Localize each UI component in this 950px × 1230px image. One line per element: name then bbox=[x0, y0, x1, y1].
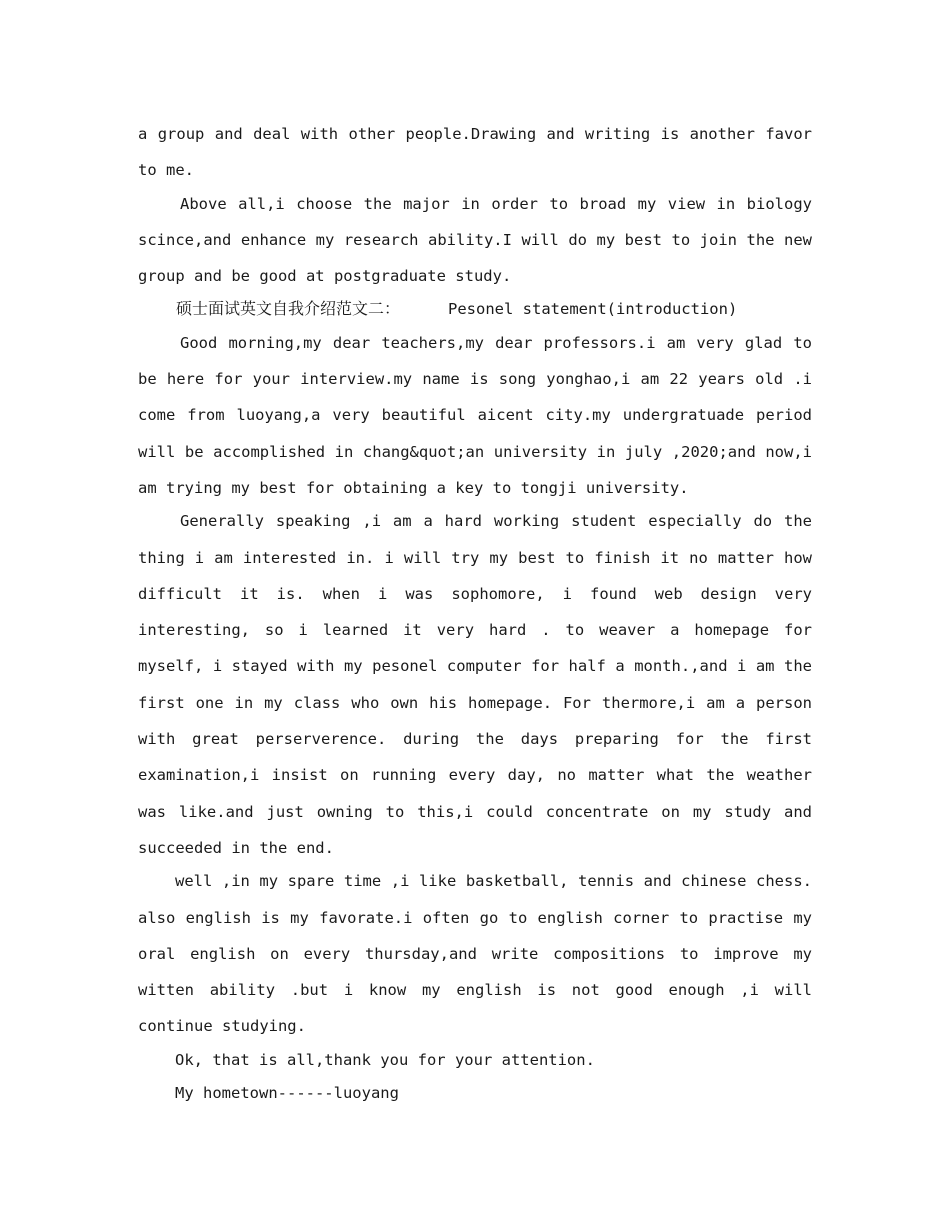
section-heading-english: Pesonel statement(introduction) bbox=[448, 300, 738, 319]
section-heading bbox=[138, 291, 812, 327]
paragraph-group-continuation: a group and deal with other people.Drawing and writing is another favor to me. bbox=[138, 125, 812, 180]
paragraph-closing: Ok, that is all,thank you for your attention. bbox=[175, 1050, 595, 1069]
paragraph-above-all: Above all,i choose the major in order to broad my view in biology scince,and enhance my research ability.I will do my best to join the new group and be good at postgraduate study. bbox=[138, 194, 812, 286]
paragraph-spare-time: well ,in my spare time ,i like basketball, tennis and chinese chess. also english is my favorate.i often go to english corner to practise my oral english on every thursday,and write compositions to improve my witten ability .but i know my english is not good enough ,i will continue studying. bbox=[138, 872, 812, 1036]
paragraph-good-morning: Good morning,my dear teachers,my dear professors.i am very glad to be here for your interview.my name is song yonghao,i am 22 years old .i come from luoyang,a very beautiful aicent city.my undergratuade period will be accomplished in chang&quot;an university in july ,2020;and now,i am trying my best for obtaining a key to tongji university. bbox=[138, 333, 812, 497]
paragraph-hometown: My hometown------luoyang bbox=[175, 1084, 399, 1103]
document-body bbox=[138, 116, 812, 1108]
paragraph-generally-speaking: Generally speaking ,i am a hard working student especially do the thing i am interested in. i will try my best to finish it no matter how difficult it is. when i was sophomore, i found web design very interesting, so i learned it very hard . to weaver a homepage for myself, i stayed with my pesonel computer for half a month.,and i am the first one in my class who own his homepage. For thermore,i am a person with great perserverence. during the days preparing for the first examination,i insist on running every day, no matter what the weather was like.and just owning to this,i could concentrate on my study and succeeded in the end. bbox=[138, 512, 812, 857]
section-heading-chinese: 硕士面试英文自我介绍范文二： bbox=[176, 299, 401, 319]
